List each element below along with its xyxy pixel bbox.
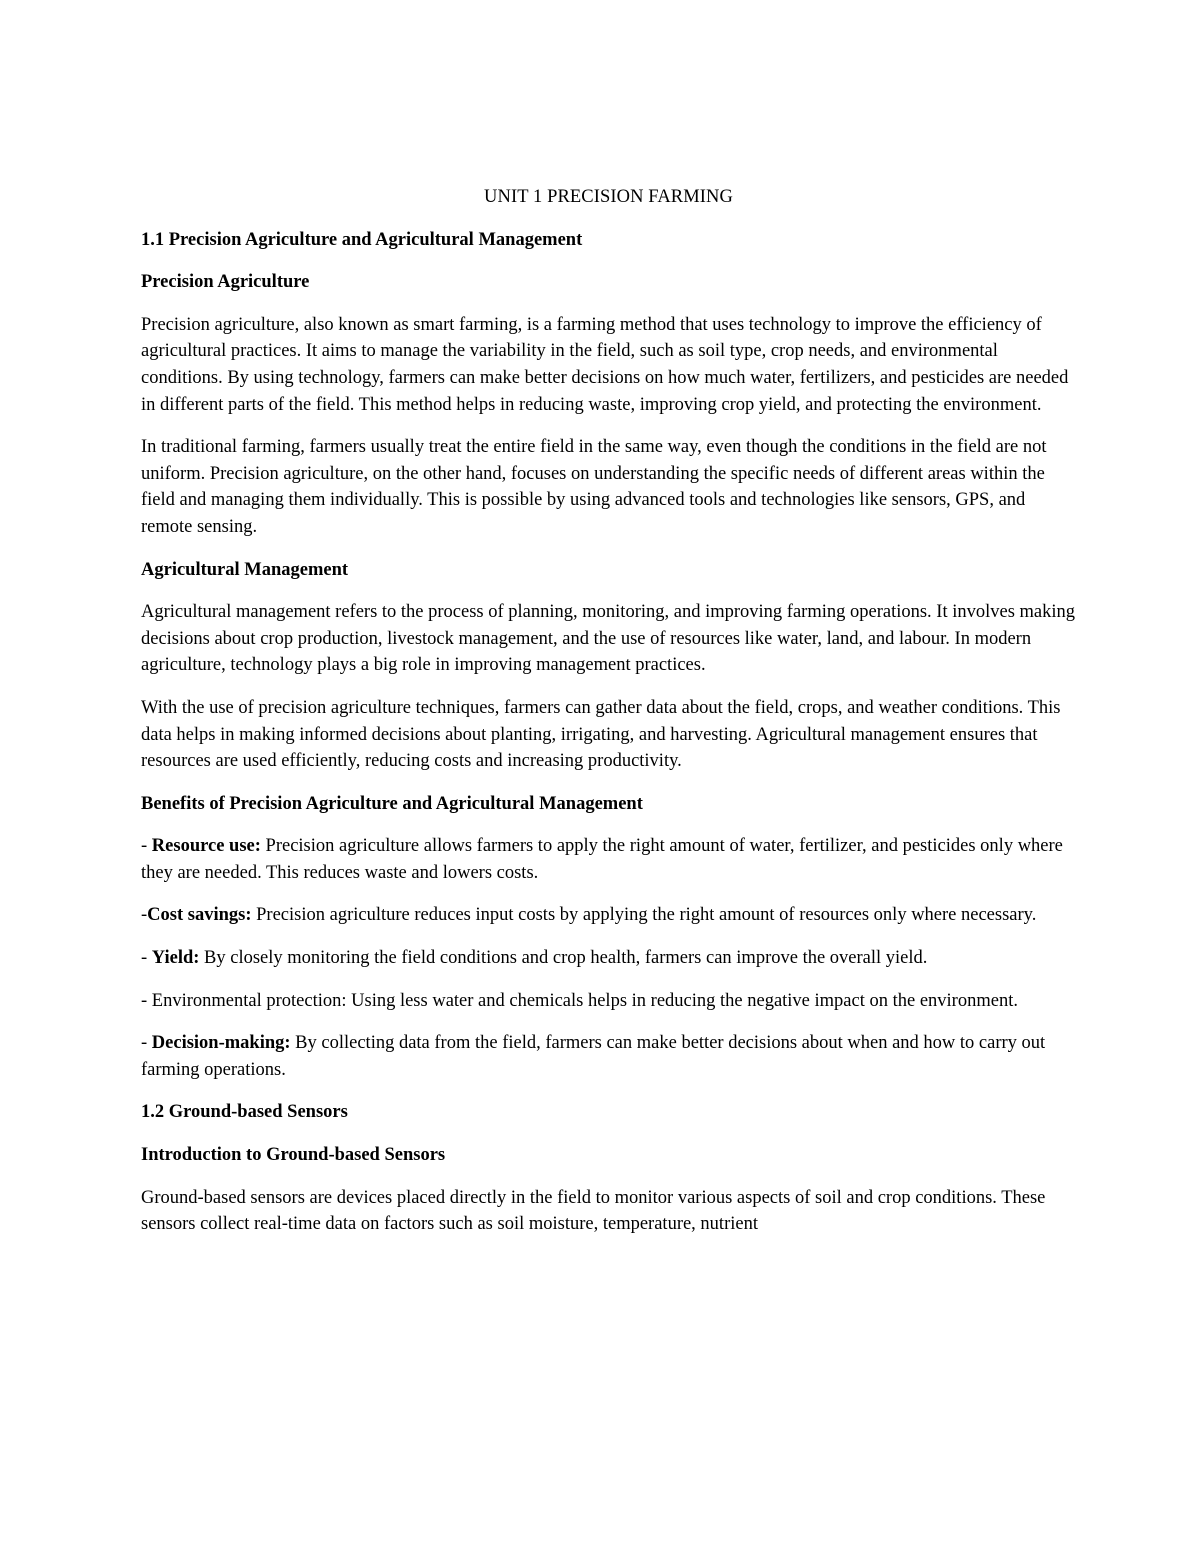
paragraph: With the use of precision agriculture techniques, farmers can gather data about the field, crops, and weather conditions. This data helps in making informed decisions about planting, irrigating, and harvesting. Agricultural management ensures that resources are used efficiently, reducing costs and increasing productivity.: [141, 697, 1061, 772]
benefit-term: Yield:: [151, 948, 200, 969]
subheading-precision-agriculture: Precision Agriculture: [141, 272, 310, 293]
paragraph: In traditional farming, farmers usually treat the entire field in the same way, even though the conditions in the field are not uniform. Precision agriculture, on the other hand, focuses on understanding the specific needs of different areas within the field and managing them individually. This is possible by using advanced tools and technologies like sensors, GPS, and remote sensing.: [141, 437, 1047, 537]
benefit-text: Environmental protection: Using less water and chemicals helps in reducing the negative impact on the environment.: [151, 990, 1018, 1011]
bullet-prefix: -: [141, 905, 148, 926]
benefit-item-environmental-protection: [141, 988, 1076, 1015]
bullet-prefix: -: [141, 836, 152, 857]
subheading-intro-ground-sensors: Introduction to Ground-based Sensors: [141, 1145, 446, 1166]
benefit-text: By closely monitoring the field conditions and crop health, farmers can improve the overall yield.: [199, 948, 928, 969]
benefit-item-yield: [141, 945, 1076, 972]
subheading-agricultural-management: Agricultural Management: [141, 559, 349, 580]
benefit-term: Cost savings:: [147, 905, 252, 926]
benefit-text: By collecting data from the field, farmers can make better decisions about when and how to carry out farming operations.: [141, 1033, 1046, 1080]
benefit-term: Resource use:: [151, 836, 261, 857]
bullet-prefix: -: [141, 990, 152, 1011]
page-content: [141, 184, 1076, 1238]
section-heading-1-1: 1.1 Precision Agriculture and Agricultural Management: [141, 229, 583, 250]
benefit-term: Decision-making:: [151, 1033, 291, 1054]
subheading-benefits: Benefits of Precision Agriculture and Agricultural Management: [141, 793, 643, 814]
benefit-item-decision-making: [141, 1030, 1076, 1083]
document-title: UNIT 1 PRECISION FARMING: [484, 187, 733, 207]
bullet-prefix: -: [141, 1033, 152, 1054]
benefit-text: Precision agriculture reduces input costs by applying the right amount of resources only where necessary.: [251, 905, 1037, 926]
benefit-item-resource-use: [141, 833, 1076, 886]
paragraph: Precision agriculture, also known as smart farming, is a farming method that uses technology to improve the efficiency of agricultural practices. It aims to manage the variability in the field, such as soil type, crop needs, and environmental conditions. By using technology, farmers can make better decisions on how much water, fertilizers, and pesticides are needed in different parts of the field. This method helps in reducing waste, improving crop yield, and protecting the environment.: [141, 314, 1069, 415]
section-heading-1-2: 1.2 Ground-based Sensors: [141, 1102, 348, 1123]
benefit-text: Precision agriculture allows farmers to apply the right amount of water, fertilizer, and pesticides only where they are needed. This reduces waste and lowers costs.: [141, 836, 1063, 883]
benefit-item-cost-savings: [141, 902, 1076, 929]
bullet-prefix: -: [141, 948, 152, 969]
paragraph: Agricultural management refers to the process of planning, monitoring, and improving farming operations. It involves making decisions about crop production, livestock management, and the use of resources like water, land, and labour. In modern agriculture, technology plays a big role in improving management practices.: [141, 602, 1076, 676]
paragraph: Ground-based sensors are devices placed directly in the field to monitor various aspects of soil and crop conditions. These sensors collect real-time data on factors such as soil moisture, temperature, nutrient: [141, 1187, 1046, 1235]
